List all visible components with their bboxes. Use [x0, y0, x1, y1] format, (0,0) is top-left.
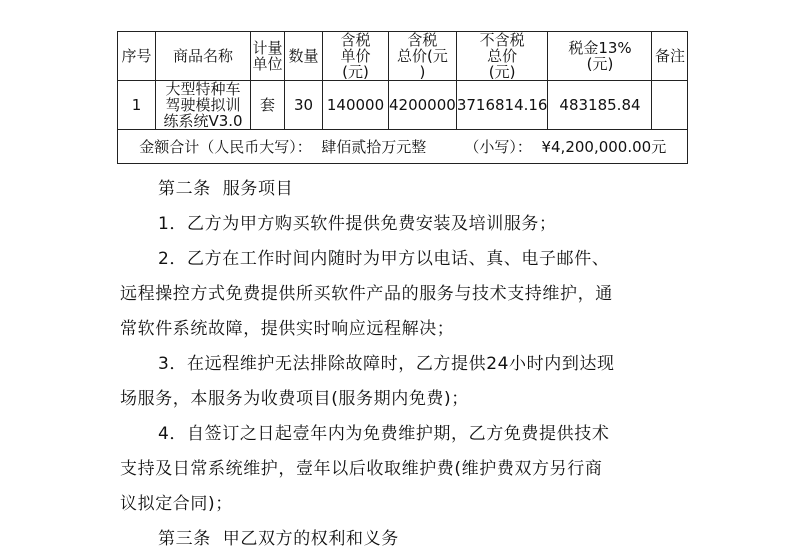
header-unit: 计量 单位 [251, 32, 285, 81]
section-heading-cutoff: 第三条 甲乙双方的权利和义务 [158, 529, 399, 549]
header-remark: 备注 [652, 32, 688, 81]
cell-seq: 1 [118, 81, 156, 130]
paragraph-line: 远程操控方式免费提供所买软件产品的服务与技术支持维护，通 [120, 284, 613, 304]
header-total-price: 含税 总价(元 ) [389, 32, 457, 81]
paragraph-line: 3．在远程维护无法排除故障时，乙方提供24小时内到达现 [158, 354, 615, 374]
cell-ex-tax: 3716814.16 [456, 81, 548, 130]
cell-unit-price: 140000 [323, 81, 389, 130]
table-row [118, 81, 688, 130]
header-unit-price: 含税 单价 (元) [323, 32, 389, 81]
cell-unit: 套 [251, 81, 285, 130]
paragraph-line: 4．自签订之日起壹年内为免费维护期，乙方免费提供技术 [158, 424, 610, 444]
paragraph-line: 1．乙方为甲方购买软件提供免费安装及培训服务； [158, 214, 557, 234]
contract-body [120, 172, 690, 549]
cell-total-price: 4200000 [389, 81, 457, 130]
paragraph-line: 议拟定合同)； [120, 494, 233, 514]
cell-tax: 483185.84 [548, 81, 652, 130]
cell-remark [652, 81, 688, 130]
table-total-row [118, 130, 688, 164]
paragraph-line: 常软件系统故障，提供实时响应远程解决； [120, 319, 455, 339]
paragraph-line: 支持及日常系统维护，壹年以后收取维护费(维护费双方另行商 [120, 459, 603, 479]
paragraph-line: 场服务，本服务为收费项目(服务期内免费)； [120, 389, 469, 409]
header-qty: 数量 [285, 32, 323, 81]
header-seq: 序号 [118, 32, 156, 81]
paragraph-line: 2．乙方在工作时间内随时为甲方以电话、真、电子邮件、 [158, 249, 610, 269]
section-heading: 第二条 服务项目 [158, 179, 294, 199]
header-name: 商品名称 [156, 32, 251, 81]
cell-qty: 30 [285, 81, 323, 130]
header-ex-tax: 不含税 总价 (元) [456, 32, 548, 81]
goods-table [117, 31, 688, 164]
cell-name: 大型特种车 驾驶模拟训 练系统V3.0 [156, 81, 251, 130]
total-amount: 金额合计（人民币大写）： 肆佰贰拾万元整 （小写）： ¥4,200,000.00元 [118, 130, 688, 164]
table-header-row [118, 32, 688, 81]
header-tax: 税金13% (元) [548, 32, 652, 81]
